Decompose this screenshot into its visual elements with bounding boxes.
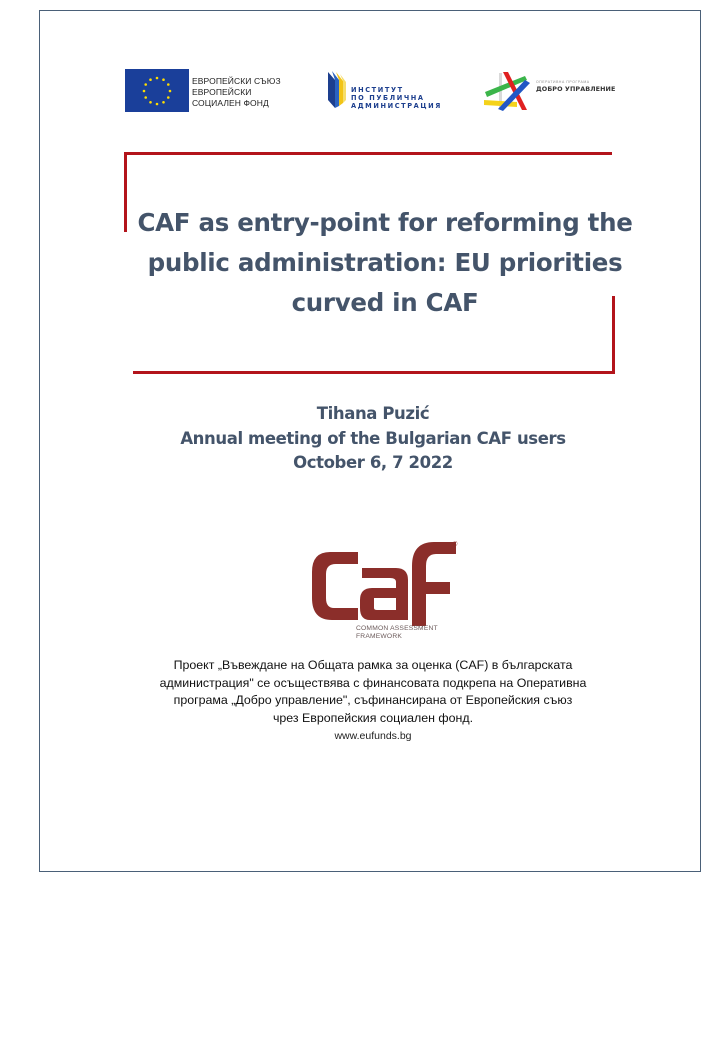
ipa-logo-line: АДМИНИСТРАЦИЯ	[351, 102, 442, 111]
good-governance-logo-subtitle: ОПЕРАТИВНА ПРОГРАМА	[536, 80, 590, 84]
funding-line: чрез Европейския социален фонд.	[272, 710, 474, 725]
copyright-symbol: ©	[453, 542, 458, 548]
funding-line: Проект „Въвеждане на Общата рамка за оценка (CAF) в българската	[173, 658, 573, 672]
title-line: curved in CAF	[291, 288, 479, 317]
eu-logo-line: ЕВРОПЕЙСКИ СЪЮЗ	[192, 76, 281, 86]
eu-logo-line: СОЦИАЛЕН ФОНД	[192, 98, 269, 108]
title-frame-left-line	[124, 152, 127, 232]
funding-line: програма „Добро управление", съфинансирана от Европейския съюз	[173, 693, 573, 707]
title-line: public administration: EU priorities	[147, 248, 623, 277]
document-title	[130, 203, 640, 323]
funding-line: администрация" се осъществява с финансовата подкрепа на Оперативна	[159, 675, 587, 690]
ipa-logo-icon	[326, 70, 348, 110]
good-governance-logo-text: ДОБРО УПРАВЛЕНИЕ	[536, 85, 616, 93]
eu-logo-line: ЕВРОПЕЙСКИ	[192, 87, 252, 97]
event-date: October 6, 7 2022	[293, 453, 453, 472]
caf-logo-caption	[356, 625, 438, 641]
author-name: Tihana Puzić	[316, 404, 430, 423]
caf-caption-line: FRAMEWORK	[356, 633, 403, 640]
title-frame-top-line	[124, 152, 612, 155]
document-subtitle	[130, 402, 616, 476]
ipa-logo-line: ПО ПУБЛИЧНА	[351, 94, 425, 103]
ipa-logo-line: ИНСТИТУТ	[351, 86, 404, 94]
event-name: Annual meeting of the Bulgarian CAF users	[180, 428, 566, 448]
caf-caption-line: COMMON ASSESSMENT	[356, 625, 438, 632]
funding-statement	[130, 657, 616, 727]
title-frame-bottom-line	[133, 371, 615, 374]
eu-flag-icon	[125, 69, 189, 112]
good-governance-logo-icon	[481, 70, 533, 112]
funding-url-link[interactable]: www.eufunds.bg	[334, 730, 412, 742]
eu-logo-text	[192, 76, 281, 109]
title-line: CAF as entry-point for reforming the	[137, 208, 633, 237]
ipa-logo-text	[351, 86, 442, 111]
